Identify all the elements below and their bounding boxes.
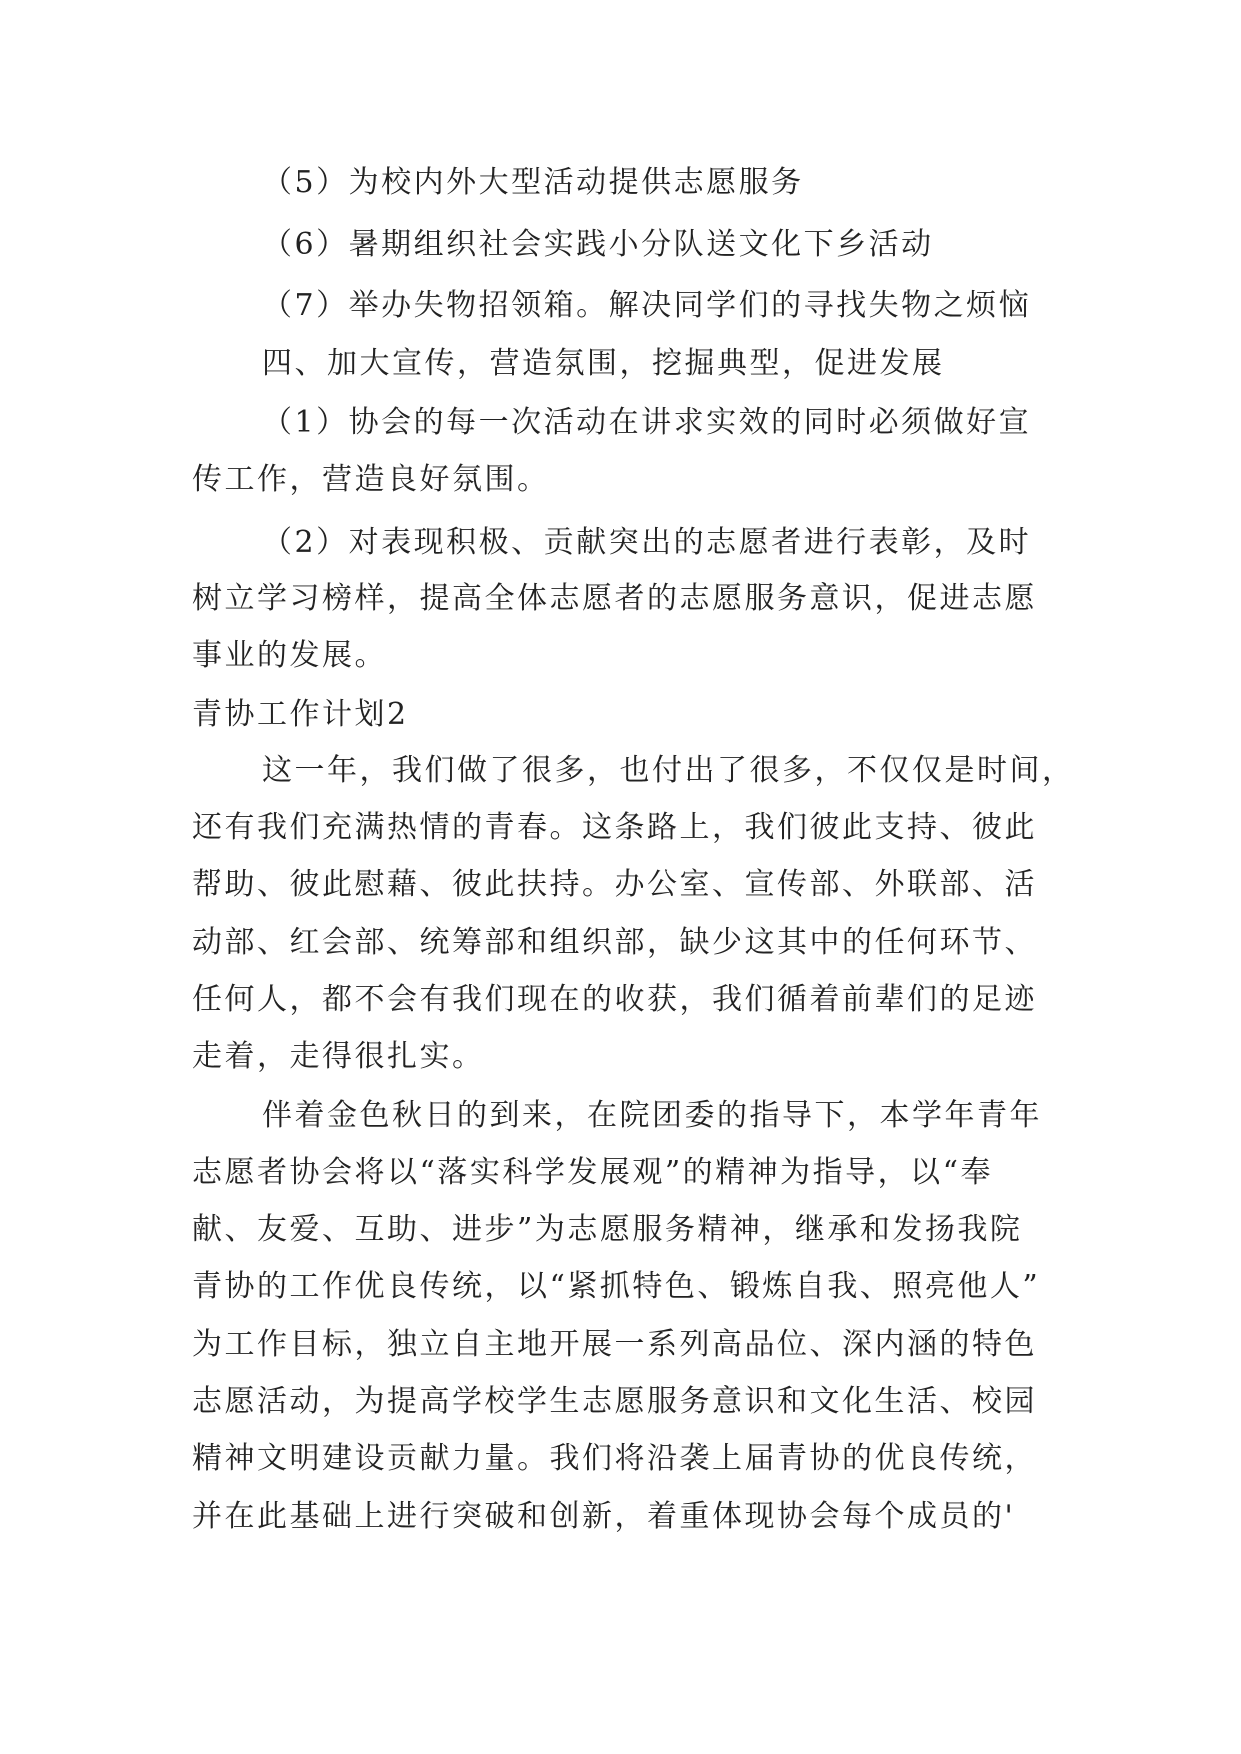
paragraph-line: 动部、红会部、统筹部和组织部，缺少这其中的任何环节、: [192, 925, 1037, 960]
section-heading-4: 四、加大宣传，营造氛围，挖掘典型，促进发展: [262, 346, 945, 381]
paragraph-line: （2）对表现积极、贡献突出的志愿者进行表彰，及时: [262, 525, 1032, 560]
paragraph-line: 精神文明建设贡献力量。我们将沿袭上届青协的优良传统，: [192, 1441, 1037, 1476]
list-item-5: （5）为校内外大型活动提供志愿服务: [262, 165, 804, 200]
list-item-6: （6）暑期组织社会实践小分队送文化下乡活动: [262, 227, 934, 262]
paragraph-line: 树立学习榜样，提高全体志愿者的志愿服务意识，促进志愿: [192, 581, 1037, 616]
paragraph-line: 为工作目标，独立自主地开展一系列高品位、深内涵的特色: [192, 1327, 1037, 1362]
paragraph-line: 帮助、彼此慰藉、彼此扶持。办公室、宣传部、外联部、活: [192, 867, 1037, 902]
paragraph-line: 传工作，营造良好氛围。: [192, 462, 550, 497]
paragraph-line: 事业的发展。: [192, 638, 387, 673]
paragraph-line: （1）协会的每一次活动在讲求实效的同时必须做好宣: [262, 405, 1032, 440]
paragraph-line: 志愿者协会将以“落实科学发展观”的精神为指导，以“奉: [192, 1155, 994, 1190]
list-item-7: （7）举办失物招领箱。解决同学们的寻找失物之烦恼: [262, 288, 1032, 323]
paragraph-line: 还有我们充满热情的青春。这条路上，我们彼此支持、彼此: [192, 810, 1037, 845]
document-title: 青协工作计划2: [192, 697, 409, 732]
paragraph-line: 这一年，我们做了很多，也付出了很多，不仅仅是时间，: [262, 753, 1075, 788]
paragraph-line: 青协的工作优良传统，以“紧抓特色、锻炼自我、照亮他人”: [192, 1269, 1041, 1304]
paragraph-line: 并在此基础上进行突破和创新，着重体现协会每个成员的': [192, 1499, 1016, 1534]
paragraph-line: 志愿活动，为提高学校学生志愿服务意识和文化生活、校园: [192, 1384, 1037, 1419]
paragraph-line: 任何人，都不会有我们现在的收获，我们循着前辈们的足迹: [192, 982, 1037, 1017]
paragraph-line: 走着，走得很扎实。: [192, 1039, 485, 1074]
paragraph-line: 献、友爱、互助、进步”为志愿服务精神，继承和发扬我院: [192, 1212, 1023, 1247]
paragraph-line: 伴着金色秋日的到来，在院团委的指导下，本学年青年: [262, 1098, 1042, 1133]
